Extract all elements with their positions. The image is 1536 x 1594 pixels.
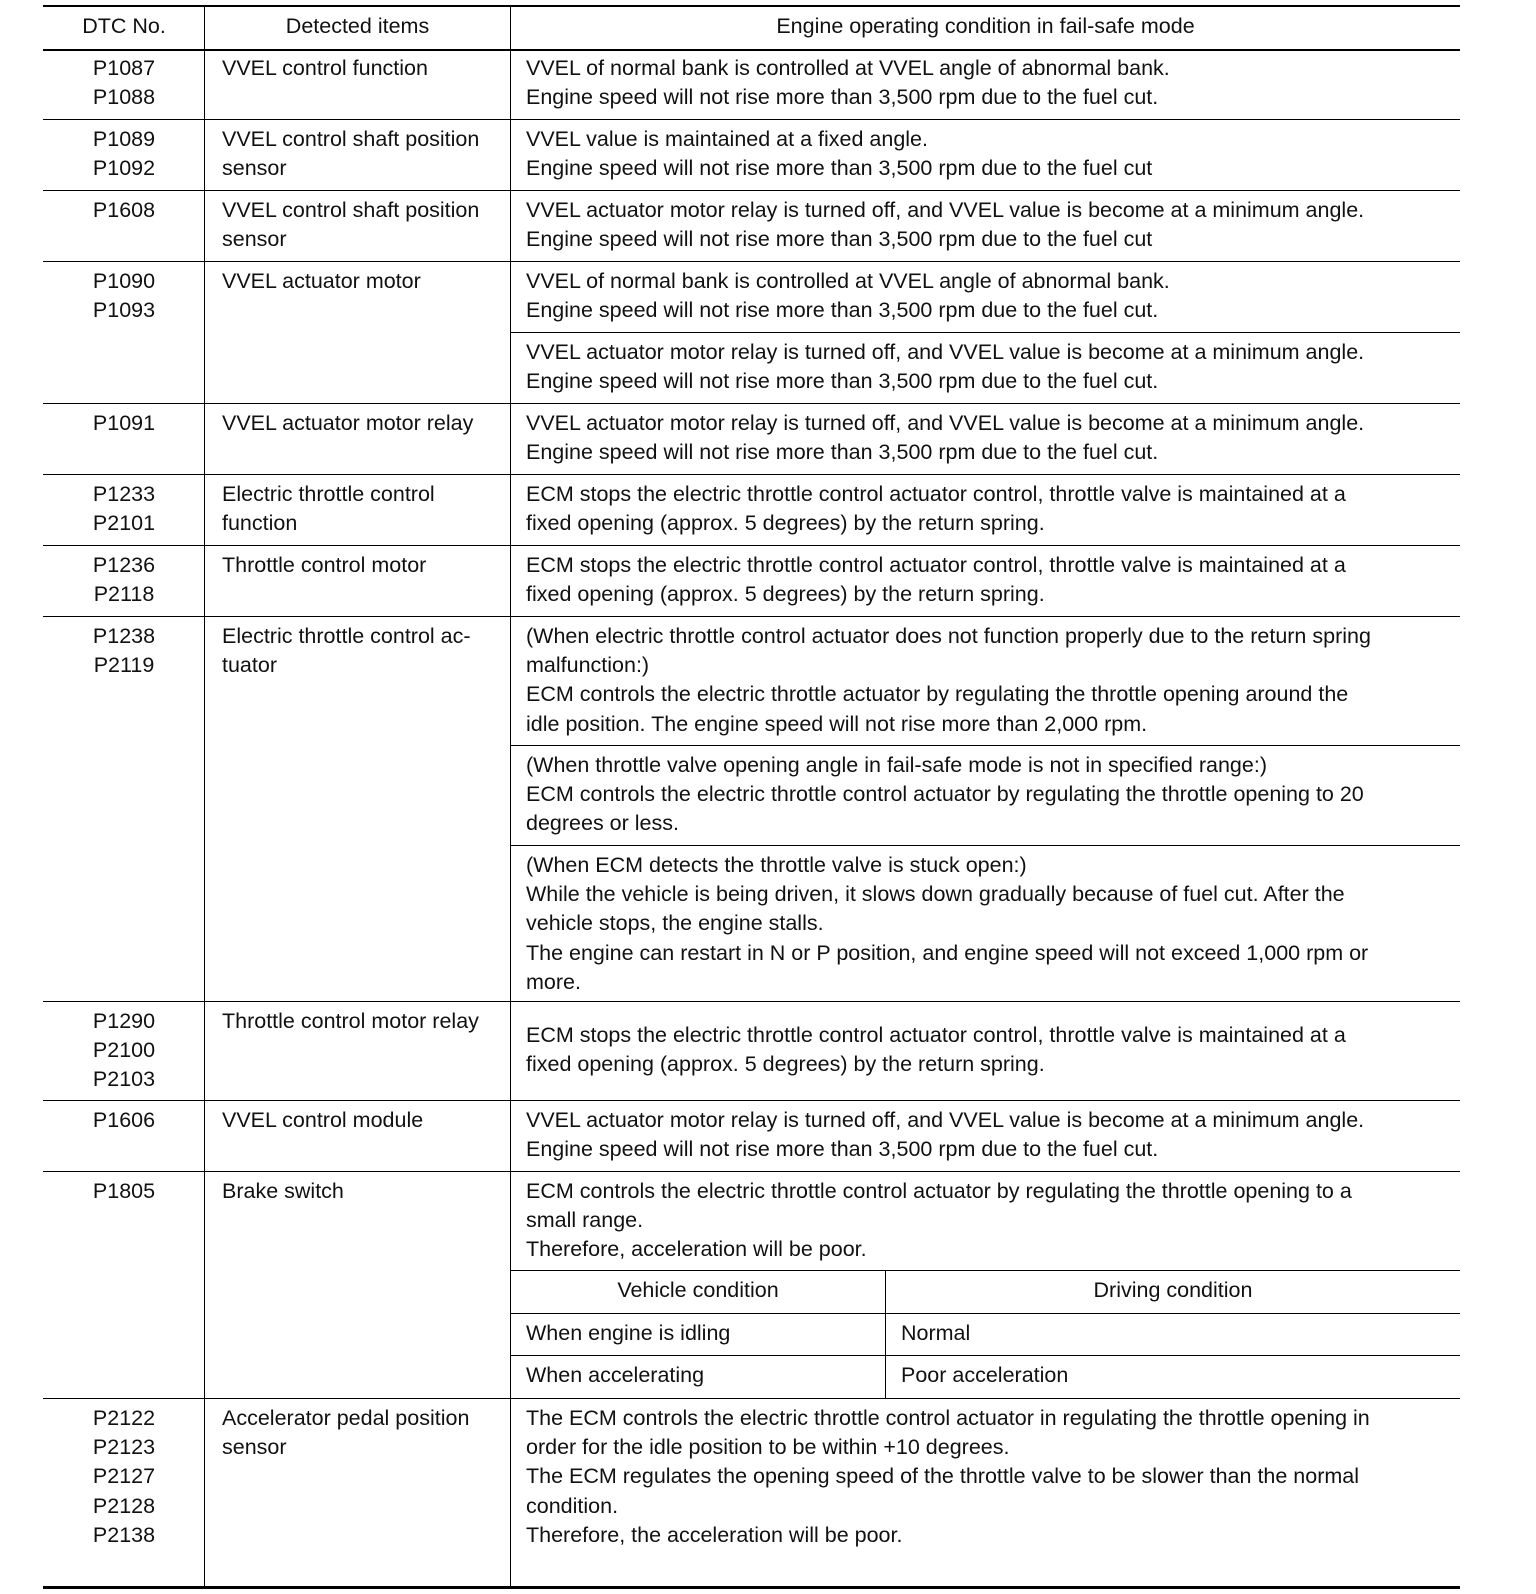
condition-text: VVEL of normal bank is controlled at VVEL angle of abnormal bank. Engine speed will not rise more than 3,500 rpm due to the fuel cut. bbox=[526, 56, 1170, 110]
header-divider bbox=[43, 49, 1460, 51]
detected-item: VVEL actuator motor bbox=[222, 269, 421, 293]
row-divider bbox=[43, 1398, 1460, 1399]
subtable-divider bbox=[510, 1355, 1460, 1356]
row-divider bbox=[43, 190, 1460, 191]
dtc-code: P1087 P1088 bbox=[92, 56, 156, 110]
detected-item: Throttle control motor bbox=[222, 553, 427, 577]
subtable-cell: When engine is idling bbox=[526, 1321, 731, 1345]
condition-text: VVEL actuator motor relay is turned off, and VVEL value is become at a minimum angle. Engine speed will not rise more than 3,500 rpm due to the fuel cut bbox=[526, 198, 1365, 252]
subtable-divider bbox=[510, 1270, 1460, 1271]
condition-text: (When ECM detects the throttle valve is stuck open:) While the vehicle is being driven, it slows down gradually because of fuel cut. After the vehicle stops, the engine stalls. The engine can restart in N or P position, and engine speed will not exceed 1,000 rpm or more. bbox=[526, 853, 1369, 994]
condition-text: (When throttle valve opening angle in fail-safe mode is not in specified range:) ECM controls the electric throttle control actuator by regulating the throttle opening to 20 degrees or less. bbox=[526, 753, 1364, 836]
condition-text: ECM stops the electric throttle control actuator control, throttle valve is maintained at a fixed opening (approx. 5 degrees) by the return spring. bbox=[526, 482, 1346, 536]
condition-text: VVEL of normal bank is controlled at VVEL angle of abnormal bank. Engine speed will not rise more than 3,500 rpm due to the fuel cut. bbox=[526, 269, 1170, 323]
dtc-code: P2122 P2123 P2127 P2128 P2138 bbox=[92, 1406, 156, 1547]
detected-item: VVEL control function bbox=[222, 56, 428, 80]
detected-item: Throttle control motor relay bbox=[222, 1009, 479, 1033]
condition-text: The ECM controls the electric throttle control actuator in regulating the throttle opening in order for the idle position to be within +10 degrees. The ECM regulates the opening speed of the throttle valve to be slower than the normal condition. Therefore, the acceleration will be poor. bbox=[526, 1406, 1370, 1547]
fail-safe-table bbox=[43, 5, 1460, 1589]
row-divider bbox=[43, 261, 1460, 262]
detected-item: VVEL control module bbox=[222, 1108, 424, 1132]
row-divider bbox=[43, 1171, 1460, 1172]
subtable-header: Vehicle condition bbox=[617, 1278, 779, 1302]
row-divider bbox=[43, 1001, 1460, 1002]
header-dtc: DTC No. bbox=[82, 14, 166, 38]
sub-row-divider bbox=[510, 745, 1460, 746]
condition-text: ECM controls the electric throttle control actuator by regulating the throttle opening to a small range. Therefore, acceleration will be poor. bbox=[526, 1179, 1352, 1262]
row-divider bbox=[43, 616, 1460, 617]
dtc-code: P1238 P2119 bbox=[92, 624, 156, 678]
dtc-code: P1090 P1093 bbox=[92, 269, 156, 323]
row-divider bbox=[43, 474, 1460, 475]
condition-text: VVEL actuator motor relay is turned off, and VVEL value is become at a minimum angle. Engine speed will not rise more than 3,500 rpm due to the fuel cut. bbox=[526, 340, 1365, 394]
subtable-header: Driving condition bbox=[1093, 1278, 1253, 1302]
dtc-code: P1233 P2101 bbox=[92, 482, 156, 536]
column-divider bbox=[204, 7, 205, 1587]
condition-text: VVEL value is maintained at a fixed angle. Engine speed will not rise more than 3,500 rpm due to the fuel cut bbox=[526, 127, 1153, 181]
dtc-code: P1091 bbox=[92, 411, 156, 435]
condition-text: (When electric throttle control actuator does not function properly due to the return spring malfunction:) ECM controls the electric throttle actuator by regulating the throttle opening around the idle position. The engine speed will not rise more than 2,000 rpm. bbox=[526, 624, 1371, 736]
detected-item: VVEL control shaft position sensor bbox=[222, 198, 480, 252]
condition-text: ECM stops the electric throttle control actuator control, throttle valve is maintained at a fixed opening (approx. 5 degrees) by the return spring. bbox=[526, 1023, 1346, 1077]
sub-row-divider bbox=[510, 845, 1460, 846]
detected-item: Electric throttle control ac- tuator bbox=[222, 624, 471, 678]
sub-row-divider bbox=[510, 332, 1460, 333]
dtc-code: P1089 P1092 bbox=[92, 127, 156, 181]
row-divider bbox=[43, 403, 1460, 404]
dtc-code: P1805 bbox=[92, 1179, 156, 1203]
dtc-code: P1290 P2100 P2103 bbox=[92, 1009, 156, 1092]
condition-text: VVEL actuator motor relay is turned off, and VVEL value is become at a minimum angle. Engine speed will not rise more than 3,500 rpm due to the fuel cut. bbox=[526, 1108, 1365, 1162]
subtable-cell: Poor acceleration bbox=[901, 1363, 1069, 1387]
dtc-code: P1606 bbox=[92, 1108, 156, 1132]
detected-item: Electric throttle control function bbox=[222, 482, 435, 536]
detected-item: VVEL control shaft position sensor bbox=[222, 127, 480, 181]
row-divider bbox=[43, 545, 1460, 546]
detected-item: VVEL actuator motor relay bbox=[222, 411, 474, 435]
row-divider bbox=[43, 1100, 1460, 1101]
dtc-code: P1236 P2118 bbox=[92, 553, 156, 607]
header-condition: Engine operating condition in fail-safe mode bbox=[776, 14, 1195, 38]
dtc-code: P1608 bbox=[92, 198, 156, 222]
condition-text: VVEL actuator motor relay is turned off, and VVEL value is become at a minimum angle. Engine speed will not rise more than 3,500 rpm due to the fuel cut. bbox=[526, 411, 1365, 465]
detected-item: Accelerator pedal position sensor bbox=[222, 1406, 470, 1460]
detected-item: Brake switch bbox=[222, 1179, 344, 1203]
subtable-cell: Normal bbox=[901, 1321, 971, 1345]
row-divider bbox=[43, 119, 1460, 120]
condition-text: ECM stops the electric throttle control actuator control, throttle valve is maintained at a fixed opening (approx. 5 degrees) by the return spring. bbox=[526, 553, 1346, 607]
subtable-cell: When accelerating bbox=[526, 1363, 705, 1387]
subtable-divider bbox=[510, 1313, 1460, 1314]
header-detected-items: Detected items bbox=[285, 14, 430, 38]
